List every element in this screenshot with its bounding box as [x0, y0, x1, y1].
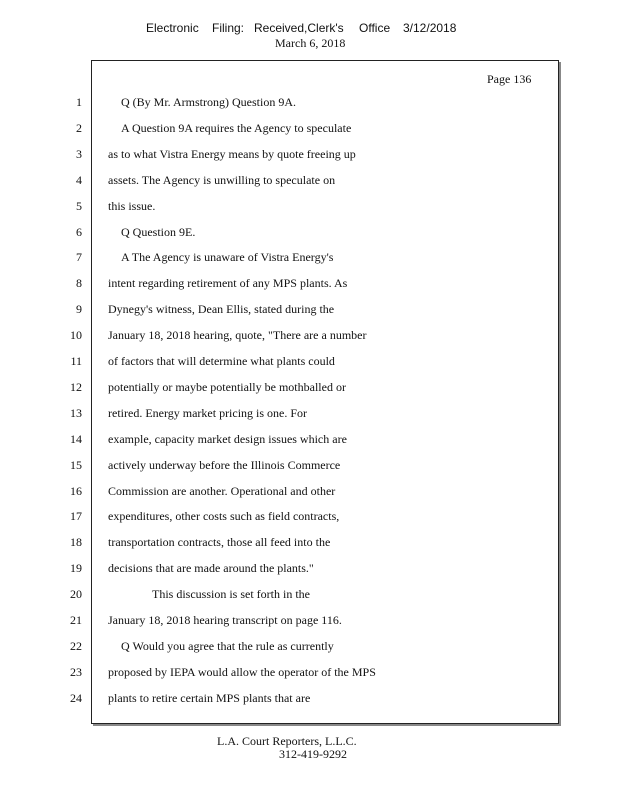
transcript-line: [0, 121, 618, 147]
transcript-line: [0, 561, 618, 587]
line-number: 10: [70, 328, 82, 343]
line-number: 22: [70, 638, 82, 653]
line-number: 24: [70, 690, 82, 705]
line-number: 23: [70, 664, 82, 679]
transcript-line: [0, 328, 618, 354]
line-text: of factors that will determine what plants could: [108, 354, 335, 368]
transcript-line: [0, 458, 618, 484]
line-number: 4: [76, 172, 82, 187]
reporter-phone: 312-419-9292: [279, 747, 347, 761]
transcript-line: [0, 147, 618, 173]
transcript-date: March 6, 2018: [275, 36, 346, 50]
line-text: Commission are another. Operational and other: [108, 483, 336, 498]
line-text: Dynegy's witness, Dean Ellis, stated during the: [108, 302, 335, 317]
transcript-line: [0, 406, 618, 432]
line-number: 20: [70, 587, 82, 602]
line-text: proposed by IEPA would allow the operator of the MPS: [108, 664, 376, 679]
line-text: January 18, 2018 hearing, quote, "There are a number: [108, 328, 367, 343]
line-number: 13: [70, 405, 82, 420]
transcript-line: [0, 276, 618, 302]
line-number: 11: [70, 354, 82, 368]
line-text: A The Agency is unaware of Vistra Energy's: [121, 250, 334, 265]
line-number: 21: [70, 613, 82, 627]
line-number: 7: [76, 250, 82, 265]
line-number: 17: [70, 509, 82, 524]
line-text: intent regarding retirement of any MPS plants. As: [108, 276, 348, 291]
line-text: potentially or maybe potentially be mothballed or: [108, 379, 346, 394]
line-text: plants to retire certain MPS plants that are: [108, 690, 311, 705]
transcript-line: [0, 665, 618, 691]
page-number: Page 136: [487, 72, 532, 86]
transcript-line: [0, 432, 618, 458]
line-text: assets. The Agency is unwilling to speculate on: [108, 172, 336, 187]
line-text: A Question 9A requires the Agency to speculate: [121, 120, 352, 135]
line-text: January 18, 2018 hearing transcript on page 116.: [108, 613, 342, 627]
line-number: 15: [70, 457, 82, 472]
stamp-office: Office: [359, 21, 391, 35]
line-number: 19: [70, 561, 82, 576]
line-number: 2: [76, 120, 82, 135]
transcript-line: [0, 639, 618, 665]
transcript-line: [0, 354, 618, 380]
transcript-line: [0, 173, 618, 199]
line-number: 5: [76, 198, 82, 213]
line-number: 18: [70, 535, 82, 550]
transcript-line: [0, 302, 618, 328]
line-text: expenditures, other costs such as field contracts,: [108, 509, 340, 524]
transcript-line: [0, 509, 618, 535]
line-text: transportation contracts, those all feed into the: [108, 535, 331, 550]
line-text: This discussion is set forth in the: [152, 587, 310, 602]
transcript-line: [0, 250, 618, 276]
stamp-electronic: Electronic: [146, 21, 199, 35]
line-text: decisions that are made around the plants.": [108, 561, 314, 576]
line-text: this issue.: [108, 198, 156, 213]
line-number: 6: [76, 224, 82, 239]
transcript-line: [0, 535, 618, 561]
line-number: 16: [70, 483, 82, 498]
transcript-line: [0, 199, 618, 225]
line-text: Q (By Mr. Armstrong) Question 9A.: [121, 95, 296, 109]
line-number: 8: [76, 276, 82, 291]
line-text: retired. Energy market pricing is one. For: [108, 405, 308, 420]
transcript-line: [0, 380, 618, 406]
transcript-line: [0, 484, 618, 510]
line-number: 1: [76, 95, 82, 109]
transcript-line: [0, 587, 618, 613]
stamp-filed-date: 3/12/2018: [403, 21, 457, 35]
line-text: Q Question 9E.: [121, 224, 196, 239]
stamp-filing: Filing:: [212, 21, 245, 35]
transcript-line: [0, 225, 618, 251]
line-number: 3: [76, 146, 82, 161]
line-text: actively underway before the Illinois Commerce: [108, 457, 341, 472]
stamp-received: Received,Clerk's: [254, 21, 344, 35]
line-text: as to what Vistra Energy means by quote freeing up: [108, 146, 356, 161]
line-number: 14: [70, 431, 82, 446]
line-number: 9: [76, 302, 82, 317]
transcript-line: [0, 95, 618, 121]
line-number: 12: [70, 379, 82, 394]
reporter-name: L.A. Court Reporters, L.L.C.: [217, 734, 357, 748]
line-text: example, capacity market design issues which are: [108, 431, 347, 446]
transcript-line: [0, 613, 618, 639]
line-text: Q Would you agree that the rule as currently: [121, 638, 334, 653]
transcript-line: [0, 691, 618, 717]
